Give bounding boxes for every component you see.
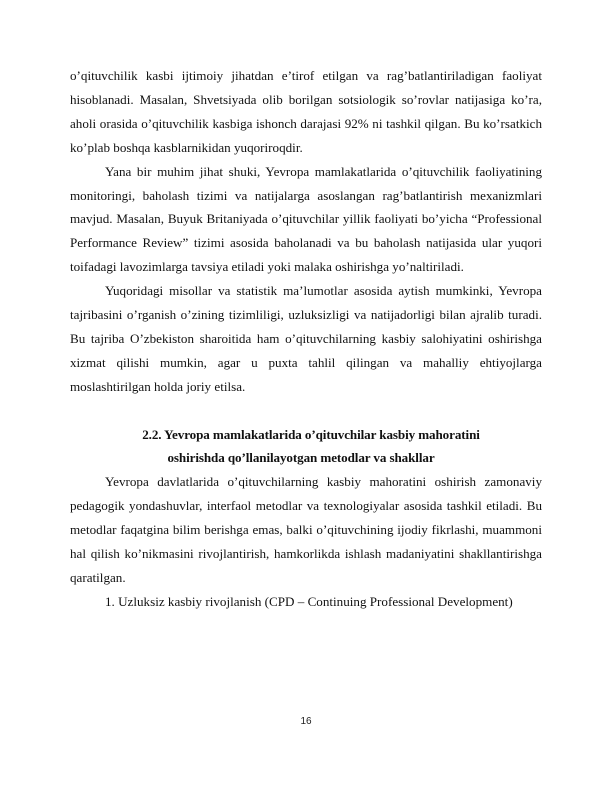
paragraph-monitoring: Yana bir muhim jihat shuki, Yevropa mamlakatlarida o’qituvchilik faoliyatining monitoringi, baholash tizimi va natijalarga asoslangan rag’batlantirish mexanizmlari mavjud. Masalan, Buyuk Britaniyada o’qituvchilar yillik faoliyati bo’yicha “Professional Performance Review” tizimi asosida baholanadi va bu baholash natijasida ular yuqori toifadagi lavozimlarga tavsiya etiladi yoki malaka oshirishga yo’naltiriladi.: [70, 163, 542, 275]
blank-line: [70, 399, 542, 423]
paragraph-sweden-trust: o’qituvchilik kasbi ijtimoiy jihatdan e’tirof etilgan va rag’batlantiriladigan faoliyat hisoblanadi. Masalan, Shvetsiyada olib borilgan sotsiologik so’rovlar natijasiga ko’ra, aholi orasida o’qituvchilik kasbiga ishonch darajasi 92% ni tashkil qilgan. Bu ko’rsatkich ko’plab boshqa kasblarnikidan yuqoriroqdir.: [70, 68, 542, 155]
paragraph-conclusion: Yuqoridagi misollar va statistik ma’lumotlar asosida aytish mumkinki, Yevropa tajribasini o’rganish o’zining tizimliligi, uzluksizligi va natijadorligi bilan ajralib turadi. Bu tajriba O’zbekiston sharoitida ham o’qituvchilarning kasbiy salohiyatini oshirishga xizmat qilishi mumkin, agar u puxta tahlil qilingan va mahalliy ehtiyojlarga moslashtirilgan holda joriy etilsa.: [70, 283, 542, 394]
page-number: 16: [300, 716, 312, 727]
paragraph-methods: Yevropa davlatlarida o’qituvchilarning kasbiy mahoratini oshirish zamonaviy pedagogik yondashuvlar, interfaol metodlar va texnologiyalar asosida tashkil etiladi. Bu metodlar faqatgina bilim berishga emas, balki o’qituvchining ijodiy fikrlashi, muammoni hal qilish ko’nikmasini rivojlantirish, hamkorlikda ishlash madaniyatini shakllantirishga qaratilgan.: [70, 474, 542, 586]
section-heading: [70, 423, 542, 471]
list-item-cpd: 1. Uzluksiz kasbiy rivojlanish (CPD – Continuing Professional Development): [105, 593, 513, 609]
document-page: [70, 64, 542, 614]
section-heading-line-2: oshirishda qo’llanilayotgan metodlar va shakllar: [167, 450, 435, 466]
section-heading-line-1: 2.2. Yevropa mamlakatlarida o’qituvchilar kasbiy mahoratini: [142, 426, 480, 442]
